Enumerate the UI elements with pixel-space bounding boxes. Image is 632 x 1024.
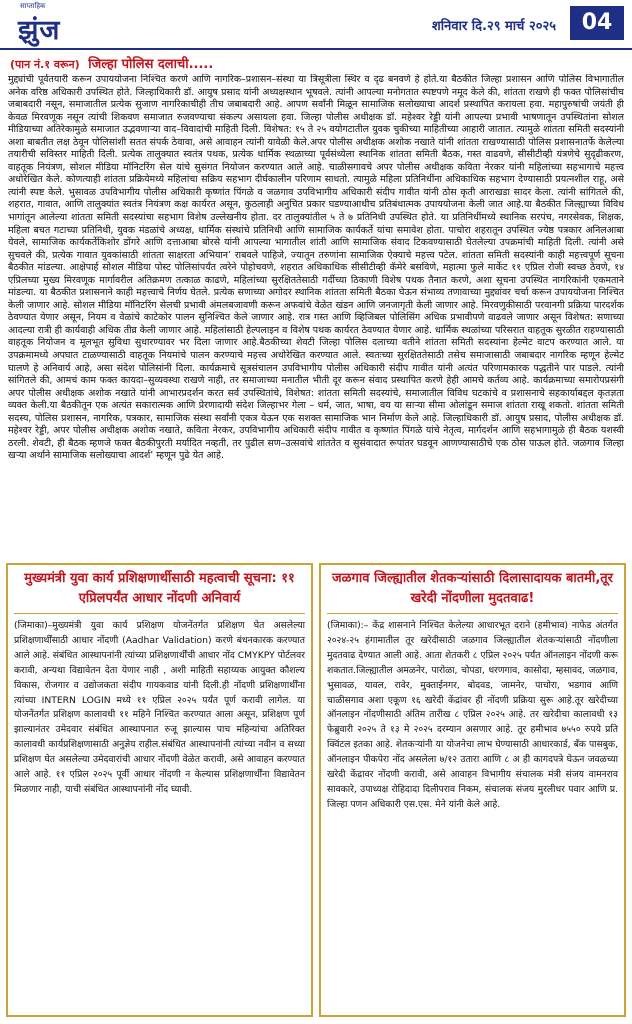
- newspaper-logo: झुंज: [18, 15, 61, 46]
- continued-label: (पान नं.१ वरून): [10, 58, 80, 71]
- page-number: 04: [570, 6, 624, 40]
- news-box-left: [6, 563, 313, 1017]
- news-box-right: [319, 563, 626, 1017]
- article-body: मुद्द्यांची पूर्वतयारी करून उपाययोजना निश्चित करणे आणि नागरिक–प्रशासन–संस्था या त्रिसूत्रीला स्थिर व दृढ बनवणे हे होते.या बैठकीत जिल्हा प्रशासन आणि पोलिस विभागातील अनेक वरिष्ठ अधिकारी उपस्थित होते. जिल्हाधिकारी डॉ. आयुष प्रसाद यांनी अध्यक्षस्थान भूषवले. त्यांनी आपल्या मनोगतात स्पष्टपणे नमूद केले की, शांतता राखणे ही फक्त पोलिसांचीच जबाबदारी नसून, समाजातील प्रत्येक सुजाण नागरिकाचीही तीच जबाबदारी आहे. आपण सर्वांनी मिळून सामाजिक सलोख्याचा आदर्श प्रस्थापित करायला हवा. महापुरुषांची जयंती ही केवळ मिरवणूक नसून त्यांची शिकवण समाजात रुजवण्याचा संकल्प असायला हवा. जिल्हा पोलीस अधीक्षक डॉ. महेश्वर रेड्डी यांनी आपल्या प्रभावी भाषणातून उपस्थितांना सोशल मीडियाच्या अतिरेकामुळे समाजात उद्भवणाऱ्या वाद–विवादांची माहिती दिली. विशेषत: १५ ते २५ वयोगटातील युवक चुकीच्या माहितीच्या आहारी जातात. त्यामुळे शांतता समिती सदस्यांनी अशा बाबतीत लक्ष ठेवून पोलिसांशी सतत संपर्क ठेवावा, असे आवाहन त्यांनी यावेळी केले.अपर पोलीस अधीक्षक अशोक नखाते यांनी शांतता राखण्यासाठी पोलिस प्रशासनातर्फे केलेल्या तयारीची सविस्तर माहिती दिली. प्रत्येक तालुक्यात स्वतंत्र पथक, प्रत्येक धार्मिक स्थळाच्या पूर्वसंध्येला स्थानिक शांतता समिती बैठक, गस्त वाढवणे, सीसीटीव्ही यंत्रणेचे सुदृढीकरण, वाहतूक नियंत्रण, सोशल मीडिया मॉनिटरिंग सेल यांचे सुसंगत नियोजन करण्यात आले आहे. चाळीसगावचे अपर पोलीस अधीक्षक कविता नेरकर यांनी महिलांच्या सहभागाचे महत्त्व अधोरेखित केले. कोणत्याही शांतता प्रक्रियेमध्ये महिलांचा सक्रिय सहभाग दीर्घकालीन परिणाम साधतो. त्यामुळे महिला प्रतिनिधींना अधिकाधिक सहभाग देण्यासाठी प्रयत्नशील राहू, असे त्यांनी स्पष्ट केले. भुसावळ उपविभागीय पोलीस अधिकारी कृष्णांत पिंगळे व जळगाव उपविभागीय अधिकारी संदीप गावीत यांनी ठोस कृती आराखडा सादर केला. त्यांनी सांगितले की, शहरात, गावात, आणि तालुक्यांत स्वतंत्र नियंत्रण कक्ष कार्यरत असून, कुठलाही अनुचित प्रकार घडण्याआधीच प्रतिबंधात्मक उपाययोजना केली जात आहे.या बैठकीत जिल्ह्याच्या विविध भागांतून आलेल्या शांतता समिती सदस्यांचा सहभाग विशेष उल्लेखनीय होता. दर तालुक्यांतील ५ ते ७ प्रतिनिधी उपस्थित होते. या प्रतिनिधींमध्ये स्थानिक सरपंच, नगरसेवक, शिक्षक, महिला बचत गटाच्या प्रतिनिधी, युवक मंडळांचे अध्यक्ष, धार्मिक संस्थांचे प्रतिनिधी आणि सामाजिक कार्यकर्ते यांचा समावेश होता. पाचोरा शहरातून उपस्थित ज्येष्ठ पत्रकार अनिलआबा येवले, सामाजिक कार्यकर्तेकिशोर डोंगरे आणि दत्ताआबा बोरसे यांनी आपल्या भागातील शांती आणि सामाजिक संवाद टिकवण्यासाठी घेतलेल्या उपक्रमांची माहिती दिली. त्यांनी असे सुचवले की, प्रत्येक गावात युवकांसाठी शांतता साक्षरता अभियान’ राबवले पाहिजे, ज्यातून तरुणांना सामाजिक ऐक्याचे महत्त्व पटेल. शांतता समिती सदस्यांनी काही महत्त्वपूर्ण सूचना बैठकीत मांडल्या. आक्षेपार्ह सोशल मीडिया पोस्ट पोलिसांपर्यंत त्वरेने पोहोचवणे, शहरात अधिकाधिक सीसीटीव्ही कॅमेरे बसविणे, महात्मा फुले मार्केट ११ एप्रिल रोजी स्वच्छ ठेवणे, १४ एप्रिलच्या मुख्य मिरवणूक मार्गावरील अतिक्रमण तत्काळ काढणे, महिलांच्या सुरक्षिततेसाठी गर्दीच्या ठिकाणी विशेष पथक तैनात करणे, अशा सूचना उपस्थित नागरिकांनी एकमताने मांडल्या. या बैठकीत प्रशासनाने काही महत्त्वाचे निर्णय घेतले. प्रत्येक सणाच्या अगोदर स्थानिक शांतता समिती बैठका घेऊन संभाव्य तणावाच्या मुद्द्यांवर चर्चा करून उपाययोजना निश्चित केली जाणार आहे. सोशल मीडिया मॉनिटरिंग सेलची प्रभावी अंमलबजावणी करून अफवांचे वेळेत खंडन आणि जनजागृती केली जाणार आहे. मिरवणुकीसाठी परवानगी प्रक्रिया पारदर्शक ठेवण्यात येणार असून, नियम व वेळांचे काटेकोर पालन सुनिश्चित केले जाणार आहे. रात्र गस्त आणि व्हिजिबल पोलिसिंग अधिक प्रभावीपणे वाढवले जाणार असून विशेषत: सणाच्या आदल्या रात्री ही कार्यवाही अधिक तीव्र केली जाणार आहे. महिलांसाठी हेल्पलाइन व विशेष पथक कार्यरत ठेवण्यात येणार आहे. धार्मिक स्थळांच्या परिसरात वाहतूक सुरळीत राहण्यासाठी वाहतूक नियोजन व मूलभूत सुविधा सुधारण्यावर भर दिला जाणार आहे.बैठकीच्या शेवटी जिल्हा पोलिस दलाच्या वतीने शांतता समिती सदस्यांना हेल्मेट वाटप करण्यात आले. या उपक्रमामध्ये अपघात टाळण्यासाठी वाहतूक नियमांचे पालन करण्याचे महत्त्व अधोरेखित करण्यात आले. स्वतःच्या सुरक्षिततेसाठी तसेच समाजासाठी जबाबदार नागरिक म्हणून हेल्मेट घालणे हे अनिवार्य आहे, असा संदेश पोलिसांनी दिला. कार्यक्रमाचे सूत्रसंचालन उपविभागीय पोलीस अधिकारी संदीप गावीत यांनी अत्यंत परिणामकारक पद्धतीने पार पाडले. त्यांनी सांगितले की, आमचं काम फक्त कायदा–सुव्यवस्था राखणे नाही, तर समाजाच्या मनातील भीती दूर करून संवाद प्रस्थापित करणे हेही आमचे कर्तव्य आहे. कार्यक्रमाच्या समारोपप्रसंगी अपर पोलीस अधीक्षक अशोक नखाते यांनी आभारप्रदर्शन करत सर्व उपस्थितांचे, विशेषत: शांतता समिती सदस्यांचे, समाजातील विविध घटकांचे व प्रशासनाचे सहकार्याबद्दल कृतज्ञता व्यक्त केली.या बैठकीतून एक अत्यंत सकारात्मक आणि प्रेरणादायी संदेश जिल्हाभर गेला – धर्म, जात, भाषा, वय या साऱ्या सीमा ओलांडून समाज शांतता राखू शकतो. शांतता समिती सदस्य, पोलिस प्रशासन, नागरिक, पत्रकार, सामाजिक संस्था सर्वांनी एकत्र येऊन एक सशक्त सामाजिक भान निर्माण केले आहे. जिल्हाधिकारी डॉ. आयुष प्रसाद, पोलीस अधीक्षक डॉ. महेश्वर रेड्डी, अपर पोलीस अधीक्षक अशोक नखाते, कविता नेरकर, उपविभागीय अधिकारी संदीप गावीत व कृष्णांत पिंगळे यांचे नेतृत्व, मार्गदर्शन आणि सहभागामुळे ही बैठक यशस्वी ठरली. शेवटी, ही बैठक म्हणजे फक्त बैठकीपुरती मर्यादित नव्हती, तर पुढील सण–उत्सवांचे शांततेत व सुसंवादात रूपांतर घडवून आणण्यासाठीचे एक ठोस पाऊल होते. जळगाव जिल्हा खऱ्या अर्थाने सामाजिक सलोख्याचा आदर्श’ म्हणून पुढे येत आहे.: [8, 74, 624, 462]
- news-box-left-title: मुख्यमंत्री युवा कार्य प्रशिक्षणार्थीसाठी महत्वाची सूचना: ११ एप्रिलपर्यंत आधार नोंदणी अनिवार्य: [14, 569, 305, 614]
- logo-tagline: साप्ताहिक: [20, 2, 46, 10]
- news-box-right-body: (जिमाका):– केंद्र शासनाने निश्चित केलेल्या आधारभूत दराने (हमीभाव) नाफेड अंतर्गत २०२४-२५ हंगामातील तूर खरेदीसाठी जळगाव जिल्ह्यातील शेतकऱ्यांसाठी नोंदणीला मुदतवाढ देण्यात आली आहे. आता शेतकरी ८ एप्रिल २०२५ पर्यंत ऑनलाइन नोंदणी करू शकतात.जिल्ह्यातील अमळनेर, पारोळा, चोपडा, धरणगाव, कासोदा, म्हसावद, जळगाव, भुसावळ, यावल, रावेर, मुक्ताईनगर, बोदवड, जामनेर, पाचोरा, भडगाव आणि चाळीसगाव अशा एकूण १६ खरेदी केंद्रांवर ही नोंदणी प्रक्रिया सुरू आहे.तूर खरेदीच्या ऑनलाइन नोंदणीसाठी अंतिम तारीख ८ एप्रिल २०२५ आहे. तर खरेदीचा कालावधी १३ फेब्रुवारी २०२५ ते १३ मे २०२५ दरम्यान असणार आहे. तूर हमीभाव ७५५० रुपये प्रति क्विंटल इतका आहे. शेतकऱ्यांनी या योजनेचा लाभ घेण्यासाठी आधारकार्ड, बँक पासबुक, ऑनलाइन पीकपेरा नोंद असलेला ७/१२ उतारा आणि ८ अ ही कागदपत्रे घेऊन जवळच्या खरेदी केंद्रावर नोंदणी करावी, असे आवाहन विभागीय संचालक मंत्री संजय वामनराव सावकारे, उपाध्यक्ष रोहिदादा दिलीपराव निकम, संचालक संजय मुरलीधर पवार आणि प्र. जिल्हा पणन अधिकारी एस.एस. मेने यांनी केले आहे.: [327, 620, 618, 810]
- issue-date: शनिवार दि.२९ मार्च २०२५: [431, 19, 556, 34]
- masthead: [0, 0, 632, 50]
- article-headline: जिल्हा पोलिस दलाची.....: [88, 57, 214, 72]
- news-box-left-body: (जिमाका)–मुख्यमंत्री युवा कार्य प्रशिक्षण योजनेंतर्गत प्रशिक्षण घेत असलेल्या प्रशिक्षणार्थींसाठी आधार नोंदणी (Aadhar Validation) करणे बंधनकारक करण्यात आले आहे. संबंधित आस्थापनांनी त्यांच्या प्रशिक्षणार्थींची आधार नोंद CMYKPY पोर्टलवर करावी, अन्यथा विद्यावेतन देता येणार नाही , अशी माहिती सहाय्यक आयुक्त कौशल्य विकास, रोजगार व उद्योजकता संदीप गायकवाड यांनी दिली.ही नोंदणी प्रशिक्षणार्थींना त्यांच्या INTERN LOGIN मध्ये ११ एप्रिल २०२५ पर्यंत पूर्ण करावी लागेल. या योजनेंतर्गत प्रशिक्षण कालावधी ११ महिने निश्चित करण्यात आला असून, प्रशिक्षण पूर्ण झाल्यानंतर उमेदवार संबंधित आस्थापनात रुजू झाल्यास पाच महिन्यांचा अतिरिक्त कालावधी कार्यप्रशिक्षणासाठी अनुज्ञेय राहील.संबंधित आस्थापनांनी त्यांच्या नवीन व सध्या प्रशिक्षण घेत असलेल्या उमेदवारांची आधार नोंदणी वेळेत करावी, असे आवाहन करण्यात आले आहे. ११ एप्रिल २०२५ पूर्वी आधार नोंदणी न केल्यास प्रशिक्षणार्थींना विद्यावेतन मिळणार नाही, याची संबंधित आस्थापनांनी नोंद घ्यावी.: [14, 620, 305, 795]
- article-title-row: [10, 54, 622, 72]
- news-box-right-title: जळगाव जिल्ह्यातील शेतकऱ्यांसाठी दिलासादायक बातमी,तूर खरेदी नोंदणीला मुदतवाढ!: [327, 569, 618, 614]
